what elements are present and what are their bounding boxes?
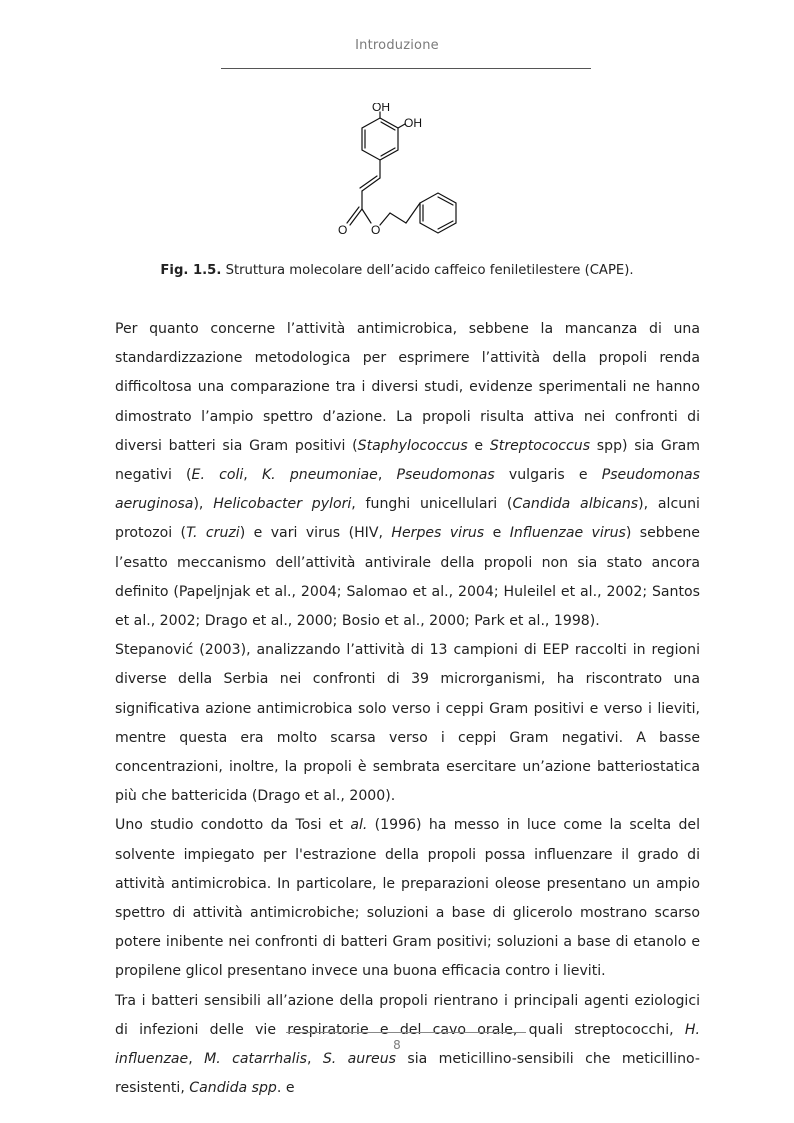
paragraph <box>115 315 700 636</box>
ethyl-bond <box>390 213 406 223</box>
ethyl-bond <box>406 203 420 223</box>
italic-text: Herpes virus <box>391 525 485 542</box>
text-run: ), alcuni protozoi ( <box>115 496 700 542</box>
text-run: Uno studio condotto da Tosi et <box>115 817 351 834</box>
italic-text: Candida albicans <box>512 496 639 513</box>
italic-text: Pseudomonas aeruginosa <box>115 467 700 513</box>
carbonyl-o-label: O <box>338 223 348 237</box>
paragraph <box>115 636 700 811</box>
text-run: Tra i batteri sensibili all’azione della propoli rientrano i principali agenti eziologici di infezioni delle vie respiratorie e del cavo orale, quali streptococchi, <box>115 992 700 1038</box>
italic-text: M. catarrhalis <box>204 1051 307 1068</box>
text-run: ) e vari virus (HIV, <box>239 525 392 542</box>
italic-text: E. coli <box>191 467 244 484</box>
catechol-ring <box>362 118 398 160</box>
ring-double-bond <box>438 197 453 205</box>
text-run: e <box>467 437 490 454</box>
italic-text: Streptococcus <box>489 437 591 454</box>
text-run: ) sebbene l’esatto meccanismo dell’attività antivirale della propoli non sia stato ancora definito (Papeljnjak et al., 2004; Salomao et al., 2004; Huleilel et al., 2002; Santos et al., 2002; Drago et al., 2000; Bosio et al., 2000; Park et al., 1998). <box>115 525 700 630</box>
header-rule <box>221 68 591 69</box>
text-run: Stepanović (2003), analizzando l’attività di 13 campioni di EEP raccolti in regioni diverse della Serbia nei confronti di 39 microrganismi, ha riscontrato una significativa azione antimicrobica solo verso i ceppi Gram positivi e verso i lieviti, mentre questa era molto scarsa verso i ceppi Gram negativi. A basse concentrazioni, inoltre, la propoli è sembrata esercitare un’azione batteriostatica più che battericida (Drago et al., 2000). <box>115 642 700 805</box>
caption-text: Struttura molecolare dell’acido caffeico feniletilestere (CAPE). <box>221 263 634 278</box>
text-run: , <box>243 467 262 484</box>
text-run: , <box>306 1051 323 1068</box>
text-run: , <box>377 467 397 484</box>
running-header: Introduzione <box>355 38 439 53</box>
italic-text: Influenzae virus <box>509 525 626 542</box>
text-run: , funghi unicellulari ( <box>351 496 513 513</box>
oh-label-right: OH <box>404 116 422 130</box>
ester-bond <box>380 213 390 225</box>
phenyl-ring <box>420 193 456 233</box>
ring-double-bond <box>438 221 453 229</box>
ester-o-label: O <box>371 223 381 237</box>
oh-label-top: OH <box>372 103 390 114</box>
italic-text: Candida spp <box>189 1080 277 1097</box>
italic-text: H. influenzae <box>115 1021 700 1068</box>
text-run: (1996) ha messo in luce come la scelta del solvente impiegato per l'estrazione della propoli possa influenzare il grado di attività antimicrobica. In particolare, le preparazioni oleose presentano un ampio spettro di attività antimicrobiche; soluzioni a base di glicerolo mostrano scarso potere inibente nei confronti di batteri Gram positivi; soluzioni a base di etanolo e propilene glicol presentano invece una buona efficacia contro i lieviti. <box>115 817 700 980</box>
ring-double-bond <box>381 148 395 156</box>
page-number: 8 <box>393 1038 401 1052</box>
footer-rule <box>286 1032 526 1033</box>
caption-label: Fig. 1.5. <box>160 263 222 278</box>
ring-double-bond <box>381 122 395 130</box>
paragraph <box>115 811 700 986</box>
text-run: e <box>484 525 510 542</box>
text-run: spp) sia Gram negativi ( <box>115 437 700 484</box>
italic-text: al. <box>350 817 368 834</box>
italic-text: Pseudomonas <box>396 467 495 484</box>
italic-text: Helicobacter pylori <box>213 496 352 513</box>
text-run: . e <box>276 1080 295 1097</box>
text-run: vulgaris e <box>494 467 602 484</box>
text-run: , <box>188 1051 205 1068</box>
italic-text: T. cruzi <box>186 525 240 542</box>
text-run: ), <box>193 496 214 513</box>
cape-molecule-diagram <box>328 103 468 243</box>
text-run: sia meticillino-sensibili che meticillino-resistenti, <box>115 1051 700 1097</box>
italic-text: K. pneumoniae <box>261 467 378 484</box>
text-run: Per quanto concerne l’attività antimicrobica, sebbene la mancanza di una standardizzazione metodologica per esprimere l’attività della propoli renda difficoltosa una comparazione tra i diversi studi, evidenze sperimentali ne hanno dimostrato l’ampio spettro d’azione. La propoli risulta attiva nei confronti di diversi batteri sia Gram positivi ( <box>115 321 700 454</box>
italic-text: Staphylococcus <box>357 437 468 454</box>
ester-bond <box>362 209 371 223</box>
figure-caption <box>0 263 794 278</box>
cape-structure-figure <box>328 103 468 243</box>
italic-text: S. aureus <box>322 1051 396 1068</box>
body-text <box>115 315 700 1103</box>
